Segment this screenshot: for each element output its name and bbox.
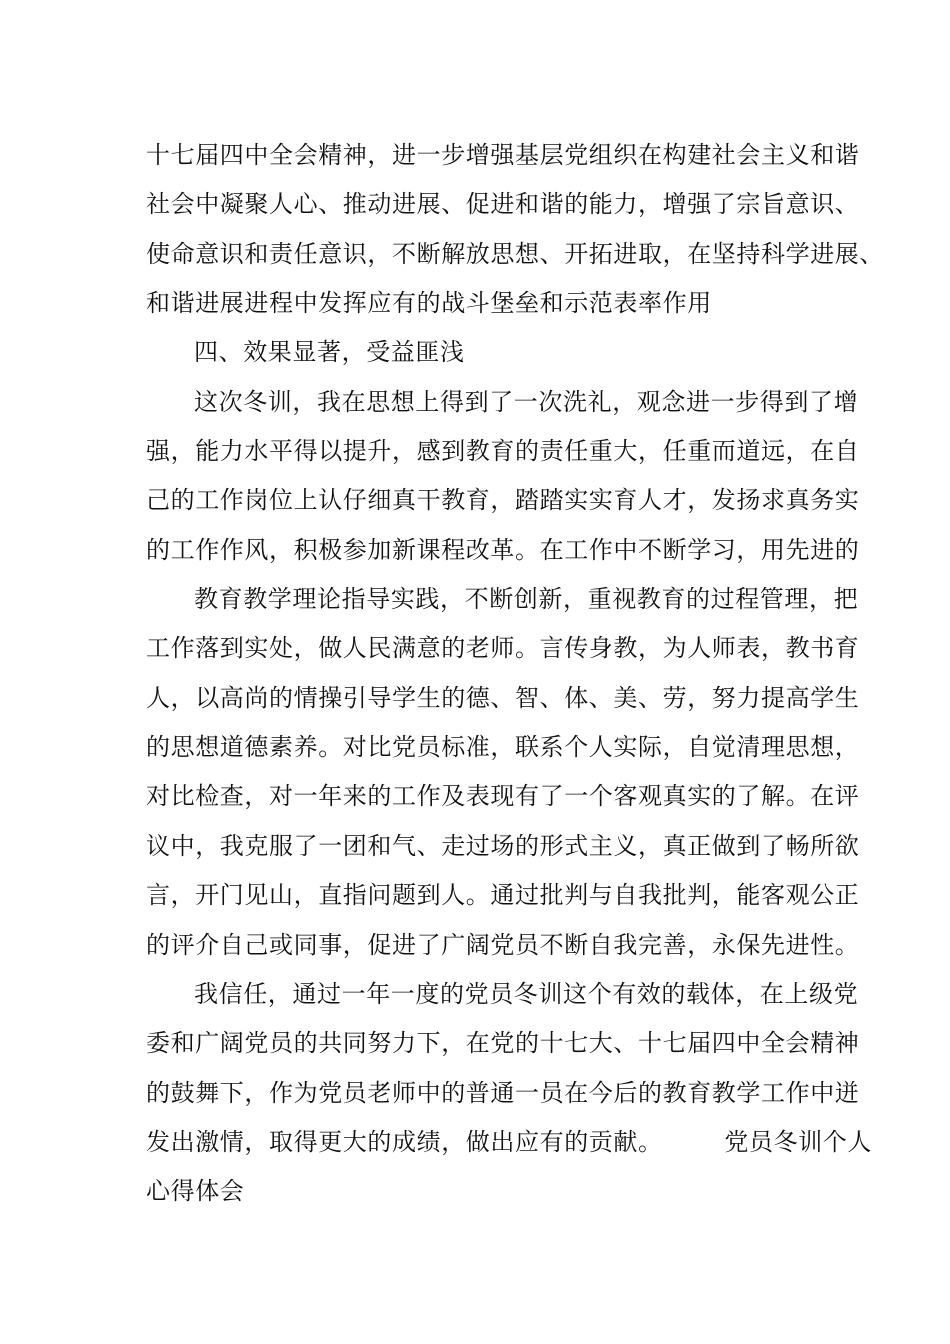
text-line: 这次冬训，我在思想上得到了一次洗礼，观念进一步得到了增	[194, 387, 859, 416]
text-line: 人，以高尚的情操引导学生的德、智、体、美、劳，努力提高学生	[146, 683, 860, 712]
text-line: 社会中凝聚人心、推动进展、促进和谐的能力，增强了宗旨意识、	[146, 190, 860, 219]
text-line: 委和广阔党员的共同努力下，在党的十七大、十七届四中全会精神	[146, 1029, 860, 1058]
text-line: 工作落到实处，做人民满意的老师。言传身教，为人师表，教书育	[146, 634, 860, 663]
text-line: 言，开门见山，直指问题到人。通过批判与自我批判，能客观公正	[146, 881, 860, 910]
text-line: 己的工作岗位上认仔细真干教育，踏踏实实育人才，发扬求真务实	[146, 486, 860, 515]
text-line: 十七届四中全会精神，进一步增强基层党组织在构建社会主义和谐	[146, 141, 860, 169]
text-line: 和谐进展进程中发挥应有的战斗堡垒和示范表率作用	[146, 289, 712, 318]
body-text	[146, 131, 884, 1217]
text-line: 强，能力水平得以提升，感到教育的责任重大，任重而道远，在自	[146, 437, 860, 466]
text-line: 使命意识和责任意识，不断解放思想、开拓进取，在坚持科学进展、	[146, 239, 884, 268]
text-line: 的思想道德素养。对比党员标准，联系个人实际，自觉清理思想，	[146, 733, 860, 762]
text-line: 对比检查，对一年来的工作及表现有了一个客观真实的了解。在评	[146, 782, 860, 811]
text-line: 的评介自己或同事，促进了广阔党员不断自我完善，永保先进性。	[146, 930, 860, 959]
text-line: 我信任，通过一年一度的党员冬训这个有效的载体，在上级党	[194, 979, 859, 1008]
section-heading: 四、效果显著，受益匪浅	[194, 338, 465, 367]
text-line: 议中，我克服了一团和气、走过场的形式主义，真正做到了畅所欲	[146, 831, 860, 860]
text-line: 的工作作风，积极参加新课程改革。在工作中不断学习，用先进的	[146, 535, 860, 564]
text-line: 教育教学理论指导实践，不断创新，重视教育的过程管理，把	[194, 585, 859, 614]
text-line: 发出激情，取得更大的成绩，做出应有的贡献。 党员冬训个人	[146, 1127, 872, 1156]
text-line: 心得体会	[146, 1177, 245, 1206]
text-line: 的鼓舞下，作为党员老师中的普通一员在今后的教育教学工作中迸	[146, 1078, 860, 1107]
